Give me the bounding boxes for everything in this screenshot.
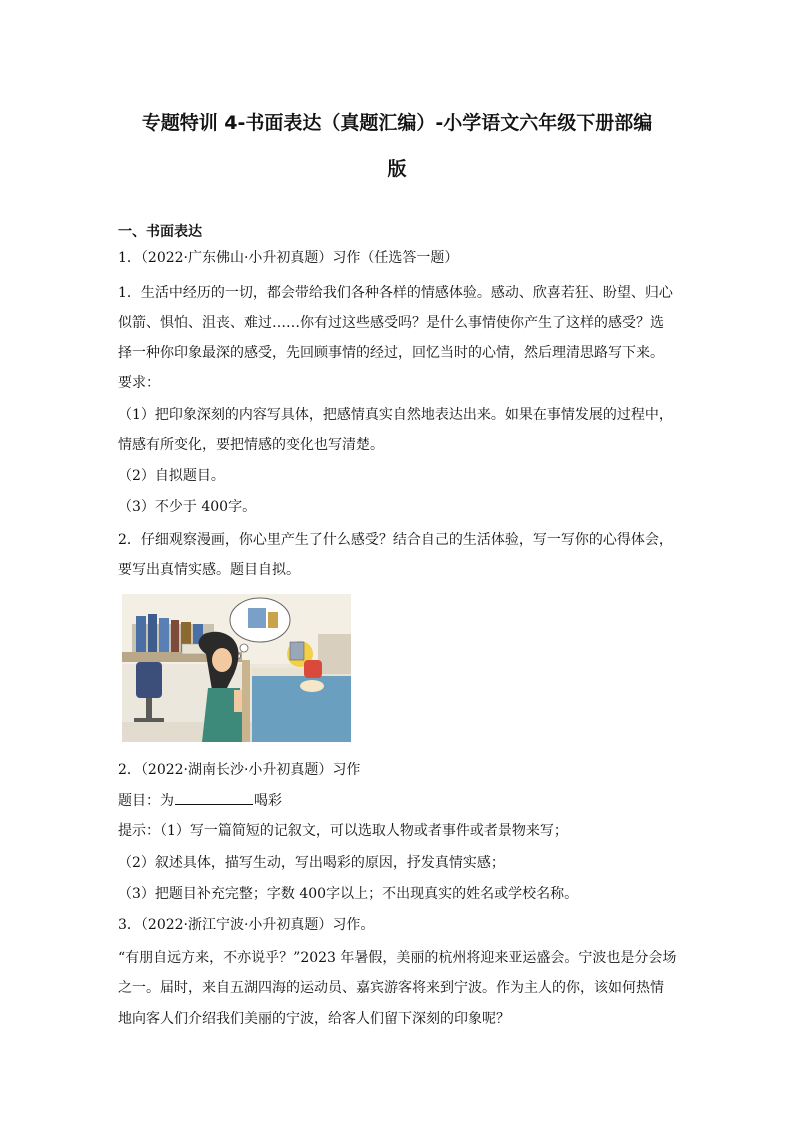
q3-line-2: 之一。届时，来自五湖四海的运动员、嘉宾游客将来到宁波。作为主人的你，该如何热情 <box>118 980 664 996</box>
q3-line-3: 地向客人们介绍我们美丽的宁波，给客人们留下深刻的印象呢？ <box>118 1011 510 1027</box>
q1-option1-line1: 1．生活中经历的一切，都会带给我们各种各样的情感体验。感动、欣喜若狂、盼望、归心 <box>118 285 673 301</box>
q2-hint-1: 提示：（1）写一篇简短的记叙文，可以选取人物或者事件或者景物来写； <box>118 823 568 839</box>
q2-hint-2: （2）叙述具体，描写生动，写出喝彩的原因，抒发真情实感； <box>118 855 505 871</box>
q2-topic-prefix: 题目：为 <box>118 793 174 809</box>
q1-option2-line1: 2．仔细观察漫画，你心里产生了什么感受？结合自己的生活体验，写一写你的心得体会， <box>118 532 673 548</box>
q2-header: 2．（2022·湖南长沙·小升初真题）习作 <box>118 762 361 778</box>
title-line-1: 专题特训 4-书面表达（真题汇编）-小学语文六年级下册部编 <box>141 112 653 134</box>
q1-requirement-1a: （1）把印象深刻的内容写具体，把感情真实自然地表达出来。如果在事情发展的过程中， <box>118 407 673 423</box>
q2-topic-suffix: 喝彩 <box>254 793 282 809</box>
q1-requirement-2: （2）自拟题目。 <box>118 468 225 484</box>
q1-requirement-3: （3）不少于 400字。 <box>118 499 257 515</box>
q1-option1-line2: 似箭、惧怕、沮丧、难过……你有过这些感受吗？是什么事情使你产生了这样的感受？选 <box>118 315 664 331</box>
q1-header: 1．（2022·广东佛山·小升初真题）习作（任选答一题） <box>118 250 459 266</box>
q1-option2-line2: 要写出真情实感。题目自拟。 <box>118 562 300 578</box>
q1-option1-line3: 择一种你印象最深的感受，先回顾事情的经过，回忆当时的心情，然后理清思路写下来。 <box>118 345 664 361</box>
q3-line-1: “有朋自远方来，不亦说乎？”2023 年暑假，美丽的杭州将迎来亚运盛会。宁波也是分会场 <box>118 950 677 966</box>
q2-topic-blank[interactable] <box>175 790 253 805</box>
q3-header: 3．（2022·浙江宁波·小升初真题）习作。 <box>118 917 375 933</box>
q2-topic <box>118 790 678 811</box>
q1-requirement-1b: 情感有所变化，要把情感的变化也写清楚。 <box>118 437 384 453</box>
q2-hint-3: （3）把题目补充完整；字数 400字以上；不出现真实的姓名或学校名称。 <box>118 886 579 902</box>
document-title <box>100 100 694 192</box>
q1-requirements-label: 要求： <box>118 375 160 391</box>
comic-illustration <box>122 594 351 742</box>
section-heading: 一、书面表达 <box>118 224 202 240</box>
title-line-2: 版 <box>387 158 407 180</box>
